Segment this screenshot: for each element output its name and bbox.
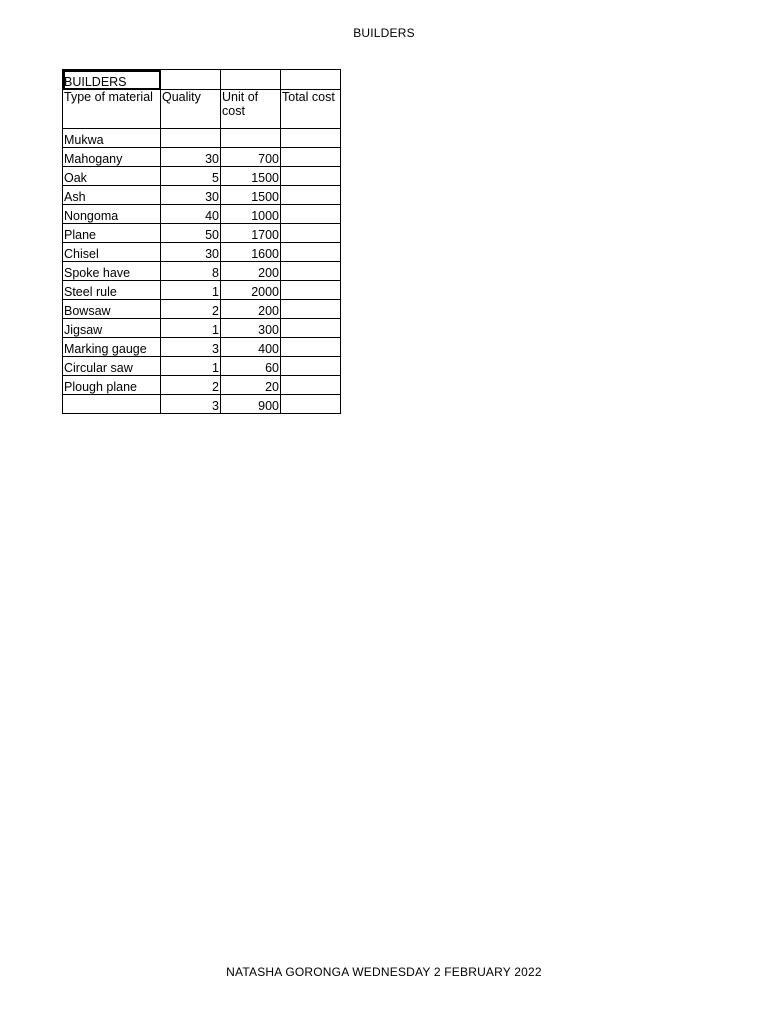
material-cell[interactable] bbox=[63, 395, 161, 414]
total-cost-cell[interactable] bbox=[281, 262, 341, 281]
material-cell[interactable]: Jigsaw bbox=[63, 319, 161, 338]
table-row bbox=[63, 357, 341, 376]
total-cost-cell[interactable] bbox=[281, 300, 341, 319]
unit-cost-cell[interactable]: 1600 bbox=[221, 243, 281, 262]
table-row bbox=[63, 395, 341, 414]
column-header-material[interactable]: Type of material bbox=[63, 90, 161, 129]
table-row bbox=[63, 376, 341, 395]
unit-cost-cell[interactable]: 700 bbox=[221, 148, 281, 167]
quality-cell[interactable]: 1 bbox=[161, 357, 221, 376]
material-cell[interactable]: Mahogany bbox=[63, 148, 161, 167]
table-row bbox=[63, 243, 341, 262]
quality-cell[interactable]: 8 bbox=[161, 262, 221, 281]
unit-cost-cell[interactable]: 1000 bbox=[221, 205, 281, 224]
material-cell[interactable]: Chisel bbox=[63, 243, 161, 262]
total-cost-cell[interactable] bbox=[281, 224, 341, 243]
material-cell[interactable]: Spoke have bbox=[63, 262, 161, 281]
empty-cell[interactable] bbox=[161, 70, 221, 90]
page-header: BUILDERS bbox=[353, 26, 415, 40]
material-cell[interactable]: Ash bbox=[63, 186, 161, 205]
table-row bbox=[63, 338, 341, 357]
quality-cell[interactable]: 30 bbox=[161, 148, 221, 167]
material-cell[interactable]: Plough plane bbox=[63, 376, 161, 395]
quality-cell[interactable] bbox=[161, 129, 221, 148]
unit-cost-cell[interactable]: 200 bbox=[221, 262, 281, 281]
total-cost-cell[interactable] bbox=[281, 148, 341, 167]
table-row bbox=[63, 224, 341, 243]
material-cell[interactable]: Steel rule bbox=[63, 281, 161, 300]
unit-cost-cell[interactable]: 300 bbox=[221, 319, 281, 338]
total-cost-cell[interactable] bbox=[281, 129, 341, 148]
column-header-unit-cost[interactable]: Unit of cost bbox=[221, 90, 281, 129]
quality-cell[interactable]: 2 bbox=[161, 300, 221, 319]
material-cell[interactable]: Plane bbox=[63, 224, 161, 243]
builders-table bbox=[62, 69, 341, 414]
total-cost-cell[interactable] bbox=[281, 319, 341, 338]
unit-cost-cell[interactable]: 60 bbox=[221, 357, 281, 376]
quality-cell[interactable]: 2 bbox=[161, 376, 221, 395]
quality-cell[interactable]: 3 bbox=[161, 338, 221, 357]
total-cost-cell[interactable] bbox=[281, 376, 341, 395]
quality-cell[interactable]: 5 bbox=[161, 167, 221, 186]
unit-cost-cell[interactable]: 2000 bbox=[221, 281, 281, 300]
unit-cost-cell[interactable]: 20 bbox=[221, 376, 281, 395]
quality-cell[interactable]: 3 bbox=[161, 395, 221, 414]
material-cell[interactable]: Mukwa bbox=[63, 129, 161, 148]
unit-cost-cell[interactable]: 200 bbox=[221, 300, 281, 319]
quality-cell[interactable]: 40 bbox=[161, 205, 221, 224]
empty-cell[interactable] bbox=[281, 70, 341, 90]
column-header-row bbox=[63, 90, 341, 129]
table-row bbox=[63, 148, 341, 167]
total-cost-cell[interactable] bbox=[281, 338, 341, 357]
unit-cost-cell[interactable]: 1700 bbox=[221, 224, 281, 243]
quality-cell[interactable]: 1 bbox=[161, 281, 221, 300]
material-cell[interactable]: Marking gauge bbox=[63, 338, 161, 357]
table-row bbox=[63, 186, 341, 205]
total-cost-cell[interactable] bbox=[281, 186, 341, 205]
table-row bbox=[63, 281, 341, 300]
quality-cell[interactable]: 30 bbox=[161, 243, 221, 262]
total-cost-cell[interactable] bbox=[281, 243, 341, 262]
quality-cell[interactable]: 30 bbox=[161, 186, 221, 205]
material-cell[interactable]: Nongoma bbox=[63, 205, 161, 224]
table-row bbox=[63, 262, 341, 281]
total-cost-cell[interactable] bbox=[281, 395, 341, 414]
total-cost-cell[interactable] bbox=[281, 281, 341, 300]
total-cost-cell[interactable] bbox=[281, 357, 341, 376]
material-cell[interactable]: Oak bbox=[63, 167, 161, 186]
table-row bbox=[63, 129, 341, 148]
quality-cell[interactable]: 50 bbox=[161, 224, 221, 243]
table-row bbox=[63, 300, 341, 319]
table-row bbox=[63, 205, 341, 224]
table-title-cell[interactable]: BUILDERS bbox=[63, 70, 161, 90]
page-footer: NATASHA GORONGA WEDNESDAY 2 FEBRUARY 2022 bbox=[226, 965, 542, 979]
empty-cell[interactable] bbox=[221, 70, 281, 90]
table-row bbox=[63, 319, 341, 338]
quality-cell[interactable]: 1 bbox=[161, 319, 221, 338]
unit-cost-cell[interactable]: 1500 bbox=[221, 167, 281, 186]
column-header-total-cost[interactable]: Total cost bbox=[281, 90, 341, 129]
unit-cost-cell[interactable] bbox=[221, 129, 281, 148]
material-cell[interactable]: Bowsaw bbox=[63, 300, 161, 319]
unit-cost-cell[interactable]: 900 bbox=[221, 395, 281, 414]
title-row bbox=[63, 70, 341, 90]
column-header-quality[interactable]: Quality bbox=[161, 90, 221, 129]
table-row bbox=[63, 167, 341, 186]
total-cost-cell[interactable] bbox=[281, 205, 341, 224]
material-cell[interactable]: Circular saw bbox=[63, 357, 161, 376]
unit-cost-cell[interactable]: 1500 bbox=[221, 186, 281, 205]
total-cost-cell[interactable] bbox=[281, 167, 341, 186]
unit-cost-cell[interactable]: 400 bbox=[221, 338, 281, 357]
